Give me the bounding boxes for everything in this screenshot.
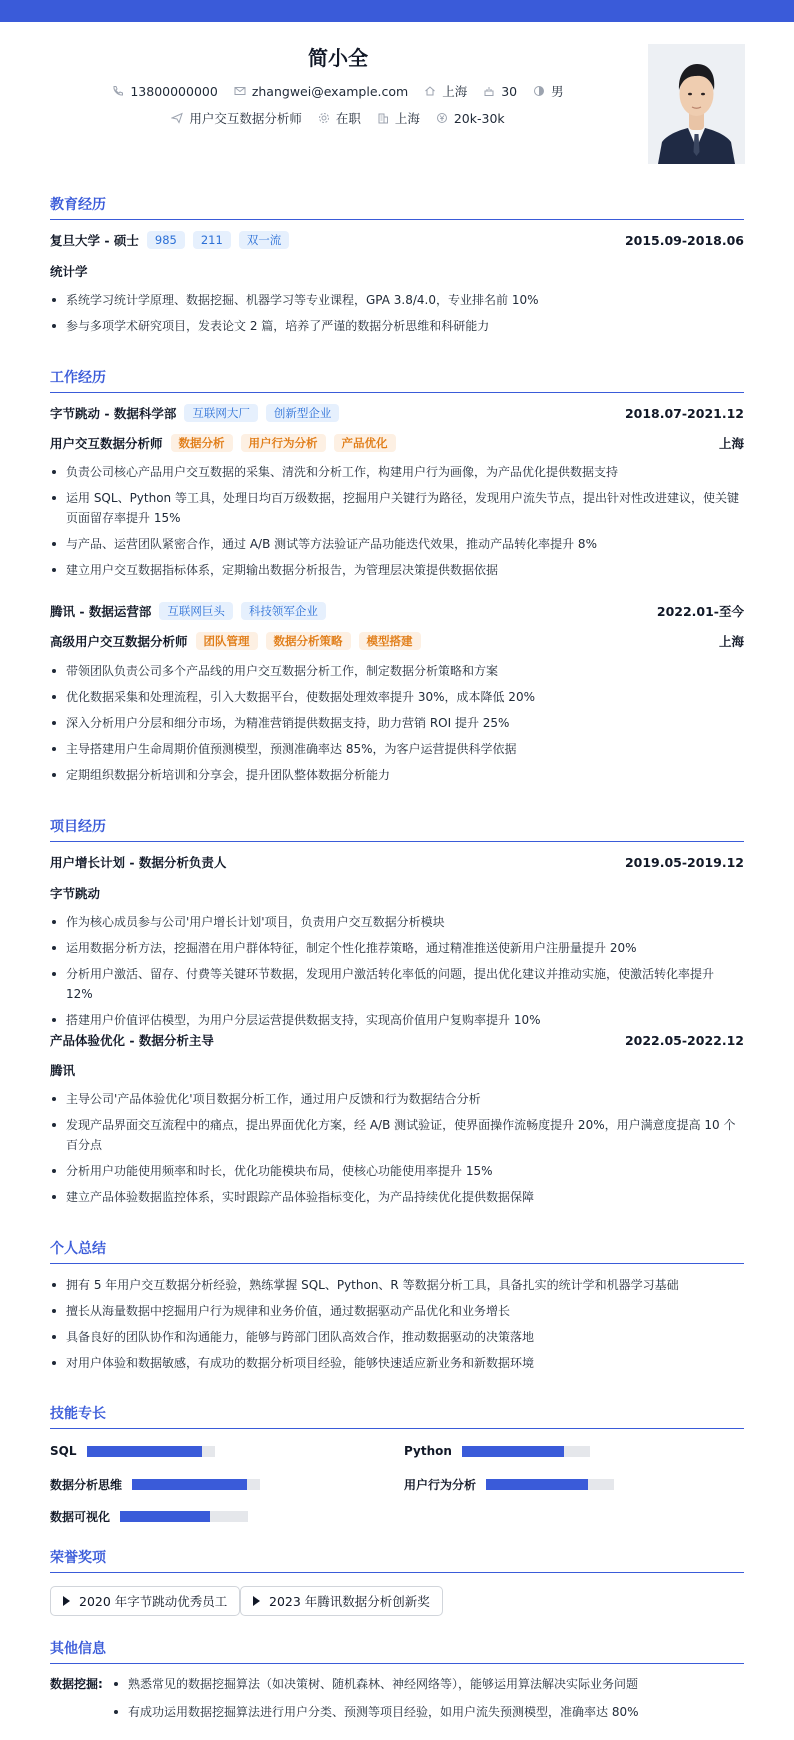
position-tag: 数据分析	[171, 434, 233, 452]
skill-bar-fill	[132, 1479, 247, 1490]
list-item: 发现产品界面交互流程中的痛点，提出界面优化方案，经 A/B 测试验证，使界面操作流畅度提升 20%，用户满意度提高 10 个百分点	[50, 1115, 744, 1155]
education-date: 2015.09-2018.06	[624, 232, 744, 248]
list-item: 主导搭建用户生命周期价值预测模型，预测准确率达 85%，为客户运营提供科学依据	[50, 739, 744, 759]
project-bullets	[50, 1089, 744, 1213]
skill-name: 用户行为分析	[404, 1478, 477, 1492]
email-address: zhangwei@example.com	[251, 83, 409, 99]
skill-bar	[87, 1446, 215, 1457]
salary: 20k-30k	[453, 110, 505, 126]
resume-header	[0, 22, 794, 172]
project-company: 腾讯	[50, 1063, 76, 1078]
school-tag: 985	[147, 231, 185, 249]
job-location: 上海	[718, 634, 744, 649]
project-name: 产品体验优化 - 数据分析主导	[50, 1033, 214, 1048]
list-item: 带领团队负责公司多个产品线的用户交互数据分析工作，制定数据分析策略和方案	[50, 661, 744, 681]
skill-item	[50, 1444, 215, 1458]
work-section-title: 工作经历	[50, 367, 744, 393]
status-info	[318, 109, 361, 127]
phone-icon	[112, 85, 124, 97]
skill-bar	[120, 1511, 248, 1522]
skill-name: Python	[404, 1444, 452, 1458]
city-info	[424, 82, 467, 100]
education-header-row	[50, 231, 744, 249]
skill-item	[50, 1476, 260, 1493]
school-tag: 双一流	[239, 231, 290, 249]
project-header-row	[50, 853, 744, 871]
list-item: 搭建用户价值评估模型，为用户分层运营提供数据支持，实现高价值用户复购率提升 10%	[50, 1010, 744, 1030]
skill-bar-fill	[462, 1446, 564, 1457]
gear-icon	[318, 112, 330, 124]
award-label: 2023 年腾讯数据分析创新奖	[269, 1594, 430, 1609]
list-item: 对用户体验和数据敏感，有成功的数据分析项目经验，能够快速适应新业务和新数据环境	[50, 1353, 744, 1373]
list-item: 运用 SQL、Python 等工具，处理日均百万级数据，挖掘用户关键行为路径，发现用户流失节点，提出针对性改进建议，使关键页面留存率提升 15%	[50, 488, 744, 528]
job-date: 2022.01-至今	[656, 604, 744, 619]
project-bullets	[50, 912, 744, 1036]
award-label: 2020 年字节跳动优秀员工	[79, 1594, 228, 1609]
job-company-row	[50, 602, 744, 620]
project-date: 2022.05-2022.12	[624, 1032, 744, 1048]
list-item: 熟悉常见的数据挖掘算法（如决策树、随机森林、神经网络等），能够运用算法解决实际业务问题	[112, 1674, 752, 1694]
target-position: 用户交互数据分析师	[189, 111, 302, 126]
target-city: 上海	[394, 111, 420, 126]
other-bullets	[112, 1674, 752, 1730]
job-bullets	[50, 462, 744, 586]
age-info	[483, 84, 517, 99]
education-bullets	[50, 290, 744, 342]
education-major: 统计学	[50, 264, 88, 279]
mail-icon	[234, 85, 246, 97]
skills-section-title: 技能专长	[50, 1403, 744, 1429]
target-city-info	[377, 109, 420, 127]
send-icon	[171, 112, 183, 124]
job-status: 在职	[335, 111, 361, 126]
job-bullets	[50, 661, 744, 791]
company-tag: 科技领军企业	[241, 602, 326, 620]
skill-bar-fill	[87, 1446, 202, 1457]
building-icon	[377, 112, 389, 124]
company-tag: 互联网大厂	[184, 404, 258, 422]
list-item: 具备良好的团队协作和沟通能力，能够与跨部门团队高效合作，推动数据驱动的决策落地	[50, 1327, 744, 1347]
skill-name: 数据分析思维	[50, 1478, 123, 1492]
position-tag: 产品优化	[334, 434, 396, 452]
play-icon	[63, 1596, 70, 1606]
salary-info	[436, 111, 505, 126]
phone-number: 13800000000	[130, 83, 218, 99]
list-item: 分析用户激活、留存、付费等关键环节数据，发现用户激活转化率低的问题，提出优化建议并推动实施，使激活转化率提升 12%	[50, 964, 744, 1004]
position-tag: 模型搭建	[359, 632, 421, 650]
award-item	[50, 1586, 240, 1616]
phone-info	[112, 84, 217, 99]
company-name: 字节跳动 - 数据科学部	[50, 406, 177, 421]
education-section-title: 教育经历	[50, 194, 744, 220]
list-item: 分析用户功能使用频率和时长，优化功能模块布局，使核心功能使用率提升 15%	[50, 1161, 744, 1181]
list-item: 定期组织数据分析培训和分享会，提升团队整体数据分析能力	[50, 765, 744, 785]
projects-section-title: 项目经历	[50, 816, 744, 842]
position-name: 高级用户交互数据分析师	[50, 634, 188, 649]
money-icon	[436, 112, 448, 124]
age-icon	[483, 85, 495, 97]
school-tag: 211	[193, 231, 231, 249]
company-tag: 创新型企业	[266, 404, 340, 422]
skill-name: 数据可视化	[50, 1510, 111, 1524]
age: 30	[501, 83, 518, 99]
gender: 男	[551, 84, 564, 99]
top-accent-bar	[0, 0, 794, 22]
list-item: 作为核心成员参与公司'用户增长计划'项目，负责用户交互数据分析模块	[50, 912, 744, 932]
gender-info	[533, 82, 564, 100]
list-item: 擅长从海量数据中挖掘用户行为规律和业务价值，通过数据驱动产品优化和业务增长	[50, 1301, 744, 1321]
company-tag: 互联网巨头	[159, 602, 233, 620]
list-item: 系统学习统计学原理、数据挖掘、机器学习等专业课程，GPA 3.8/4.0，专业排名前 10%	[50, 290, 744, 310]
project-date: 2019.05-2019.12	[624, 854, 744, 870]
gender-icon	[533, 85, 545, 97]
list-item: 主导公司'产品体验优化'项目数据分析工作，通过用户反馈和行为数据结合分析	[50, 1089, 744, 1109]
list-item: 与产品、运营团队紧密合作，通过 A/B 测试等方法验证产品功能迭代效果，推动产品转化率提升 8%	[50, 534, 744, 554]
list-item: 参与多项学术研究项目，发表论文 2 篇，培养了严谨的数据分析思维和科研能力	[50, 316, 744, 336]
position-tag: 团队管理	[196, 632, 258, 650]
play-icon	[253, 1596, 260, 1606]
skill-bar	[462, 1446, 590, 1457]
summary-section-title: 个人总结	[50, 1238, 744, 1264]
avatar-photo	[648, 44, 745, 164]
list-item: 有成功运用数据挖掘算法进行用户分类、预测等项目经验，如用户流失预测模型，准确率达 80%	[112, 1702, 752, 1722]
project-name: 用户增长计划 - 数据分析负责人	[50, 855, 227, 870]
job-intention-row	[0, 109, 676, 127]
list-item: 运用数据分析方法，挖掘潜在用户群体特征，制定个性化推荐策略，通过精准推送使新用户注册量提升 20%	[50, 938, 744, 958]
company-name: 腾讯 - 数据运营部	[50, 604, 152, 619]
list-item: 优化数据采集和处理流程，引入大数据平台，使数据处理效率提升 30%，成本降低 20%	[50, 687, 744, 707]
city: 上海	[442, 84, 468, 99]
home-icon	[424, 85, 436, 97]
project-header-row	[50, 1031, 744, 1049]
skill-bar	[132, 1479, 260, 1490]
job-date: 2018.07-2021.12	[624, 405, 744, 421]
job-company-row	[50, 404, 744, 422]
skill-bar-fill	[486, 1479, 588, 1490]
other-label: 数据挖掘:	[50, 1677, 103, 1691]
award-item	[240, 1586, 443, 1616]
skill-item	[50, 1508, 248, 1525]
skill-bar	[486, 1479, 614, 1490]
school-name: 复旦大学 - 硕士	[50, 233, 139, 248]
position-tag: 用户行为分析	[241, 434, 326, 452]
list-item: 建立用户交互数据指标体系，定期输出数据分析报告，为管理层决策提供数据依据	[50, 560, 744, 580]
basic-info-row	[0, 82, 676, 100]
project-company: 字节跳动	[50, 886, 101, 901]
skill-item	[404, 1476, 614, 1493]
summary-bullets	[50, 1275, 744, 1379]
awards-section-title: 荣誉奖项	[50, 1547, 744, 1573]
candidate-name: 简小全	[308, 46, 368, 70]
position-name: 用户交互数据分析师	[50, 436, 163, 451]
job-position-row	[50, 434, 744, 452]
list-item: 负责公司核心产品用户交互数据的采集、清洗和分析工作，构建用户行为画像，为产品优化提供数据支持	[50, 462, 744, 482]
job-location: 上海	[718, 436, 744, 451]
skill-bar-fill	[120, 1511, 210, 1522]
email-info	[234, 84, 408, 99]
list-item: 建立产品体验数据监控体系，实时跟踪产品体验指标变化，为产品持续优化提供数据保障	[50, 1187, 744, 1207]
skill-name: SQL	[50, 1444, 77, 1458]
skill-item	[404, 1444, 590, 1458]
list-item: 深入分析用户分层和细分市场，为精准营销提供数据支持，助力营销 ROI 提升 25%	[50, 713, 744, 733]
other-section-title: 其他信息	[50, 1638, 744, 1664]
job-position-row	[50, 632, 744, 650]
list-item: 拥有 5 年用户交互数据分析经验，熟练掌握 SQL、Python、R 等数据分析工具，具备扎实的统计学和机器学习基础	[50, 1275, 744, 1295]
target-position-info	[171, 109, 302, 127]
position-tag: 数据分析策略	[266, 632, 351, 650]
